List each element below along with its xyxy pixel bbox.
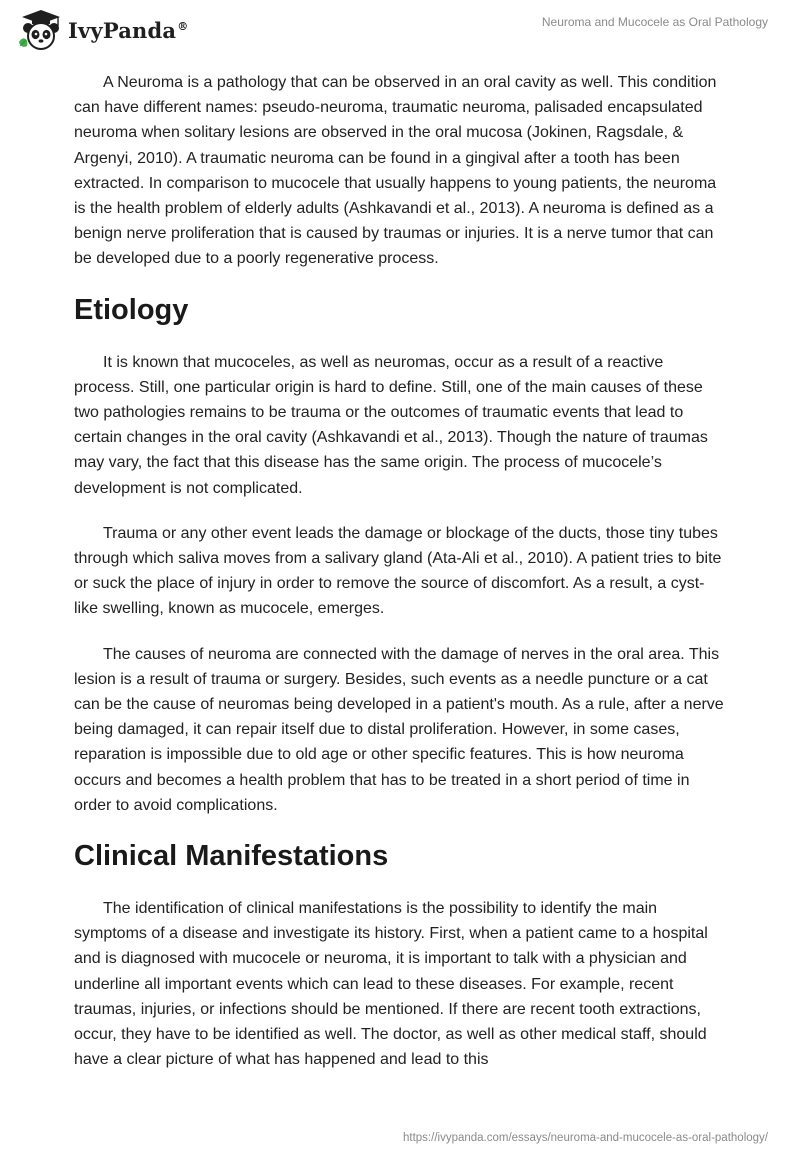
etiology-paragraph-2: Trauma or any other event leads the damage or blockage of the ducts, those tiny tubes through which saliva moves from a salivary gland (Ata-Ali et al., 2010). A patient tries to bite or suck the place of injury in order to remove the source of discomfort. As a result, a cyst-like swelling, known as mucocele, emerges.	[74, 524, 722, 618]
ivypanda-logo[interactable]	[14, 8, 188, 52]
etiology-paragraph-1: It is known that mucoceles, as well as neuromas, occur as a result of a reactive process. Still, one particular origin is hard to define. Still, one of the main causes of these two pathologies remains to be trauma or the outcomes of traumatic events that lead to certain changes in the oral cavity (Ashkavandi et al., 2013). Though the nature of traumas may vary, the fact that this disease has the same origin. The process of mucocele’s development is not complicated.	[74, 353, 708, 497]
clinical-manifestations-paragraph-1: The identification of clinical manifestations is the possibility to identify the main symptoms of a disease and investigate its history. First, when a patient came to a hospital and is diagnosed with mucocele or neuroma, it is important to talk with a physician and underline all important events which can lead to these diseases. For example, recent traumas, injuries, or infections should be mentioned. If there are recent tooth extractions, occur, they have to be identified as well. The doctor, as well as other medical staff, should have a clear picture of what has happened and lead to this	[74, 900, 708, 1069]
page-header	[0, 0, 800, 60]
brand-name: IvyPanda®	[68, 17, 189, 43]
source-url[interactable]: https://ivypanda.com/essays/neuroma-and-mucocele-as-oral-pathology/	[403, 1132, 768, 1144]
section-heading-etiology: Etiology	[74, 293, 189, 326]
etiology-paragraph-3: The causes of neuroma are connected with the damage of nerves in the oral area. This lesion is a result of trauma or surgery. Besides, such events as a needle puncture or a cat can be the cause of neuromas being developed in a patient's mouth. As a rule, after a nerve being damaged, it can repair itself due to distal proliferation. However, in some cases, reparation is impossible due to old age or other specific features. This is how neuroma occurs and becomes a health problem that has to be treated in a short period of time in order to avoid complications.	[74, 645, 724, 814]
document-title: Neuroma and Mucocele as Oral Pathology	[541, 15, 768, 29]
section-heading-clinical-manifestations: Clinical Manifestations	[74, 840, 389, 873]
essay-content	[74, 70, 726, 1093]
panda-graduate-icon	[14, 8, 64, 52]
intro-paragraph: A Neuroma is a pathology that can be observed in an oral cavity as well. This condition can have different names: pseudo-neuroma, traumatic neuroma, palisaded encapsulated neuroma when solitary lesions are observed in the oral mucosa (Jokinen, Ragsdale, & Argenyi, 2010). A traumatic neuroma can be found in a gingival after a tooth has been extracted. In comparison to mucocele that usually happens to young patients, the neuroma is the health problem of elderly adults (Ashkavandi et al., 2013). A neuroma is defined as a benign nerve proliferation that is caused by traumas or injuries. It is a nerve tumor that can be developed due to a poorly regenerative process.	[74, 74, 717, 268]
